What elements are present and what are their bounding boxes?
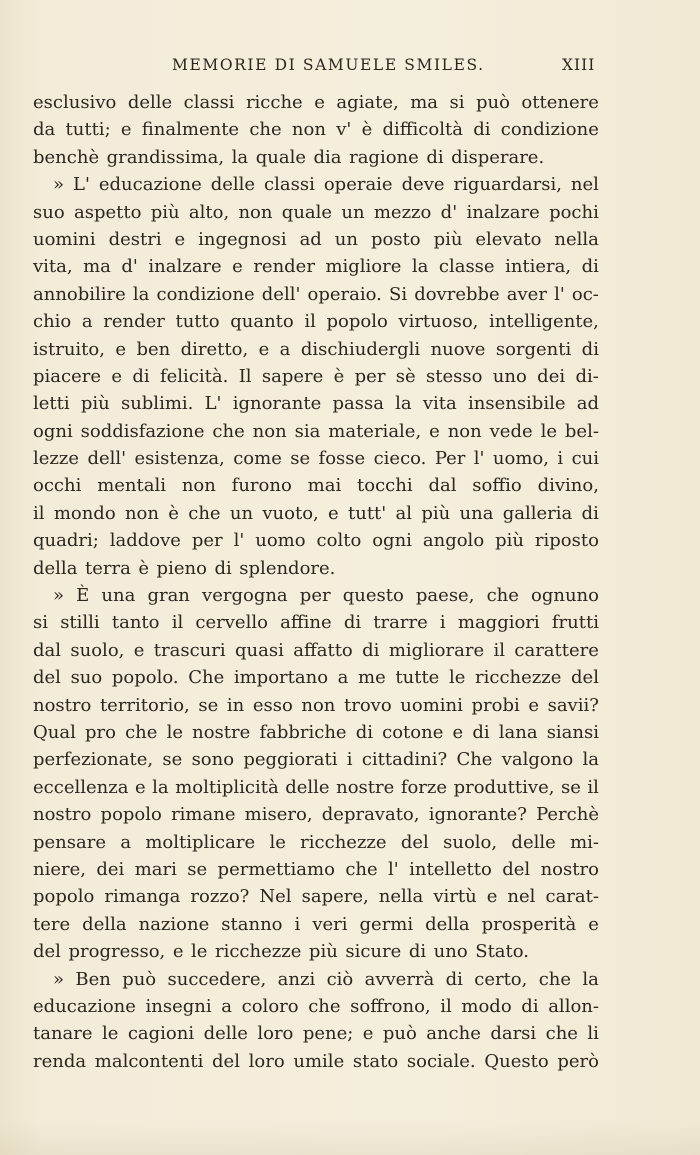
text-line: vita, ma d' inalzare e render migliore la classe intiera, di: [33, 256, 599, 278]
body-text: [33, 89, 599, 1075]
text-line: » Ben può succedere, anzi ciò avverrà di certo, che la: [53, 968, 599, 990]
text-line: si stilli tanto il cervello affine di trarre i maggiori frutti: [33, 612, 599, 634]
running-title: MEMORIE DI SAMUELE SMILES.: [172, 56, 485, 74]
text-line: tere della nazione stanno i veri germi della prosperità e: [33, 913, 599, 935]
text-line: annobilire la condizione dell' operaio. Si dovrebbe aver l' oc-: [33, 283, 599, 305]
text-line: popolo rimanga rozzo? Nel sapere, nella virtù e nel carat-: [33, 886, 599, 908]
text-line: da tutti; e finalmente che non v' è difficoltà di condizione: [33, 119, 599, 141]
text-line: il mondo non è che un vuoto, e tutt' al più una galleria di: [33, 502, 599, 524]
text-line: benchè grandissima, la quale dia ragione di disperare.: [33, 146, 545, 168]
text-line: dal suolo, e trascuri quasi affatto di migliorare il carattere: [33, 639, 599, 661]
text-line: perfezionate, se sono peggiorati i cittadini? Che valgono la: [33, 749, 599, 771]
text-line: Qual pro che le nostre fabbriche di cotone e di lana siansi: [33, 721, 599, 743]
page-number: XIII: [562, 56, 596, 74]
page-header: [0, 56, 700, 80]
text-line: eccellenza e la moltiplicità delle nostre forze produttive, se il: [33, 776, 599, 798]
text-line: chio a render tutto quanto il popolo virtuoso, intelligente,: [33, 311, 599, 333]
text-line: della terra è pieno di splendore.: [33, 557, 336, 579]
text-line: nostro territorio, se in esso non trovo uomini probi e savii?: [33, 694, 599, 716]
text-line: del suo popolo. Che importano a me tutte le ricchezze del: [33, 667, 599, 689]
text-line: lezze dell' esistenza, come se fosse cieco. Per l' uomo, i cui: [33, 448, 599, 470]
text-line: istruito, e ben diretto, e a dischiudergli nuove sorgenti di: [33, 338, 599, 360]
text-line: renda malcontenti del loro umile stato sociale. Questo però: [33, 1050, 599, 1072]
text-line: » È una gran vergogna per questo paese, che ognuno: [53, 585, 599, 607]
text-line: pensare a moltiplicare le ricchezze del suolo, delle mi-: [33, 831, 599, 853]
text-line: ogni soddisfazione che non sia materiale, e non vede le bel-: [33, 420, 599, 442]
text-line: letti più sublimi. L' ignorante passa la vita insensibile ad: [33, 393, 599, 415]
text-line: occhi mentali non furono mai tocchi dal soffio divino,: [33, 475, 599, 497]
text-line: del progresso, e le ricchezze più sicure di uno Stato.: [33, 941, 530, 963]
text-line: suo aspetto più alto, non quale un mezzo d' inalzare pochi: [33, 201, 599, 223]
text-line: uomini destri e ingegnosi ad un posto più elevato nella: [33, 228, 599, 250]
text-line: tanare le cagioni delle loro pene; e può anche darsi che li: [33, 1023, 599, 1045]
text-line: niere, dei mari se permettiamo che l' intelletto del nostro: [33, 858, 599, 880]
text-line: nostro popolo rimane misero, depravato, ignorante? Perchè: [33, 804, 599, 826]
text-line: esclusivo delle classi ricche e agiate, ma si può ottenere: [33, 92, 599, 113]
text-line: piacere e di felicità. Il sapere è per sè stesso uno dei di-: [33, 365, 599, 387]
text-line: » L' educazione delle classi operaie deve riguardarsi, nel: [53, 174, 599, 196]
text-line: educazione insegni a coloro che soffrono, il modo di allon-: [33, 995, 599, 1017]
page-edge-shadow: [0, 1119, 700, 1155]
text-line: quadri; laddove per l' uomo colto ogni angolo più riposto: [33, 530, 599, 552]
